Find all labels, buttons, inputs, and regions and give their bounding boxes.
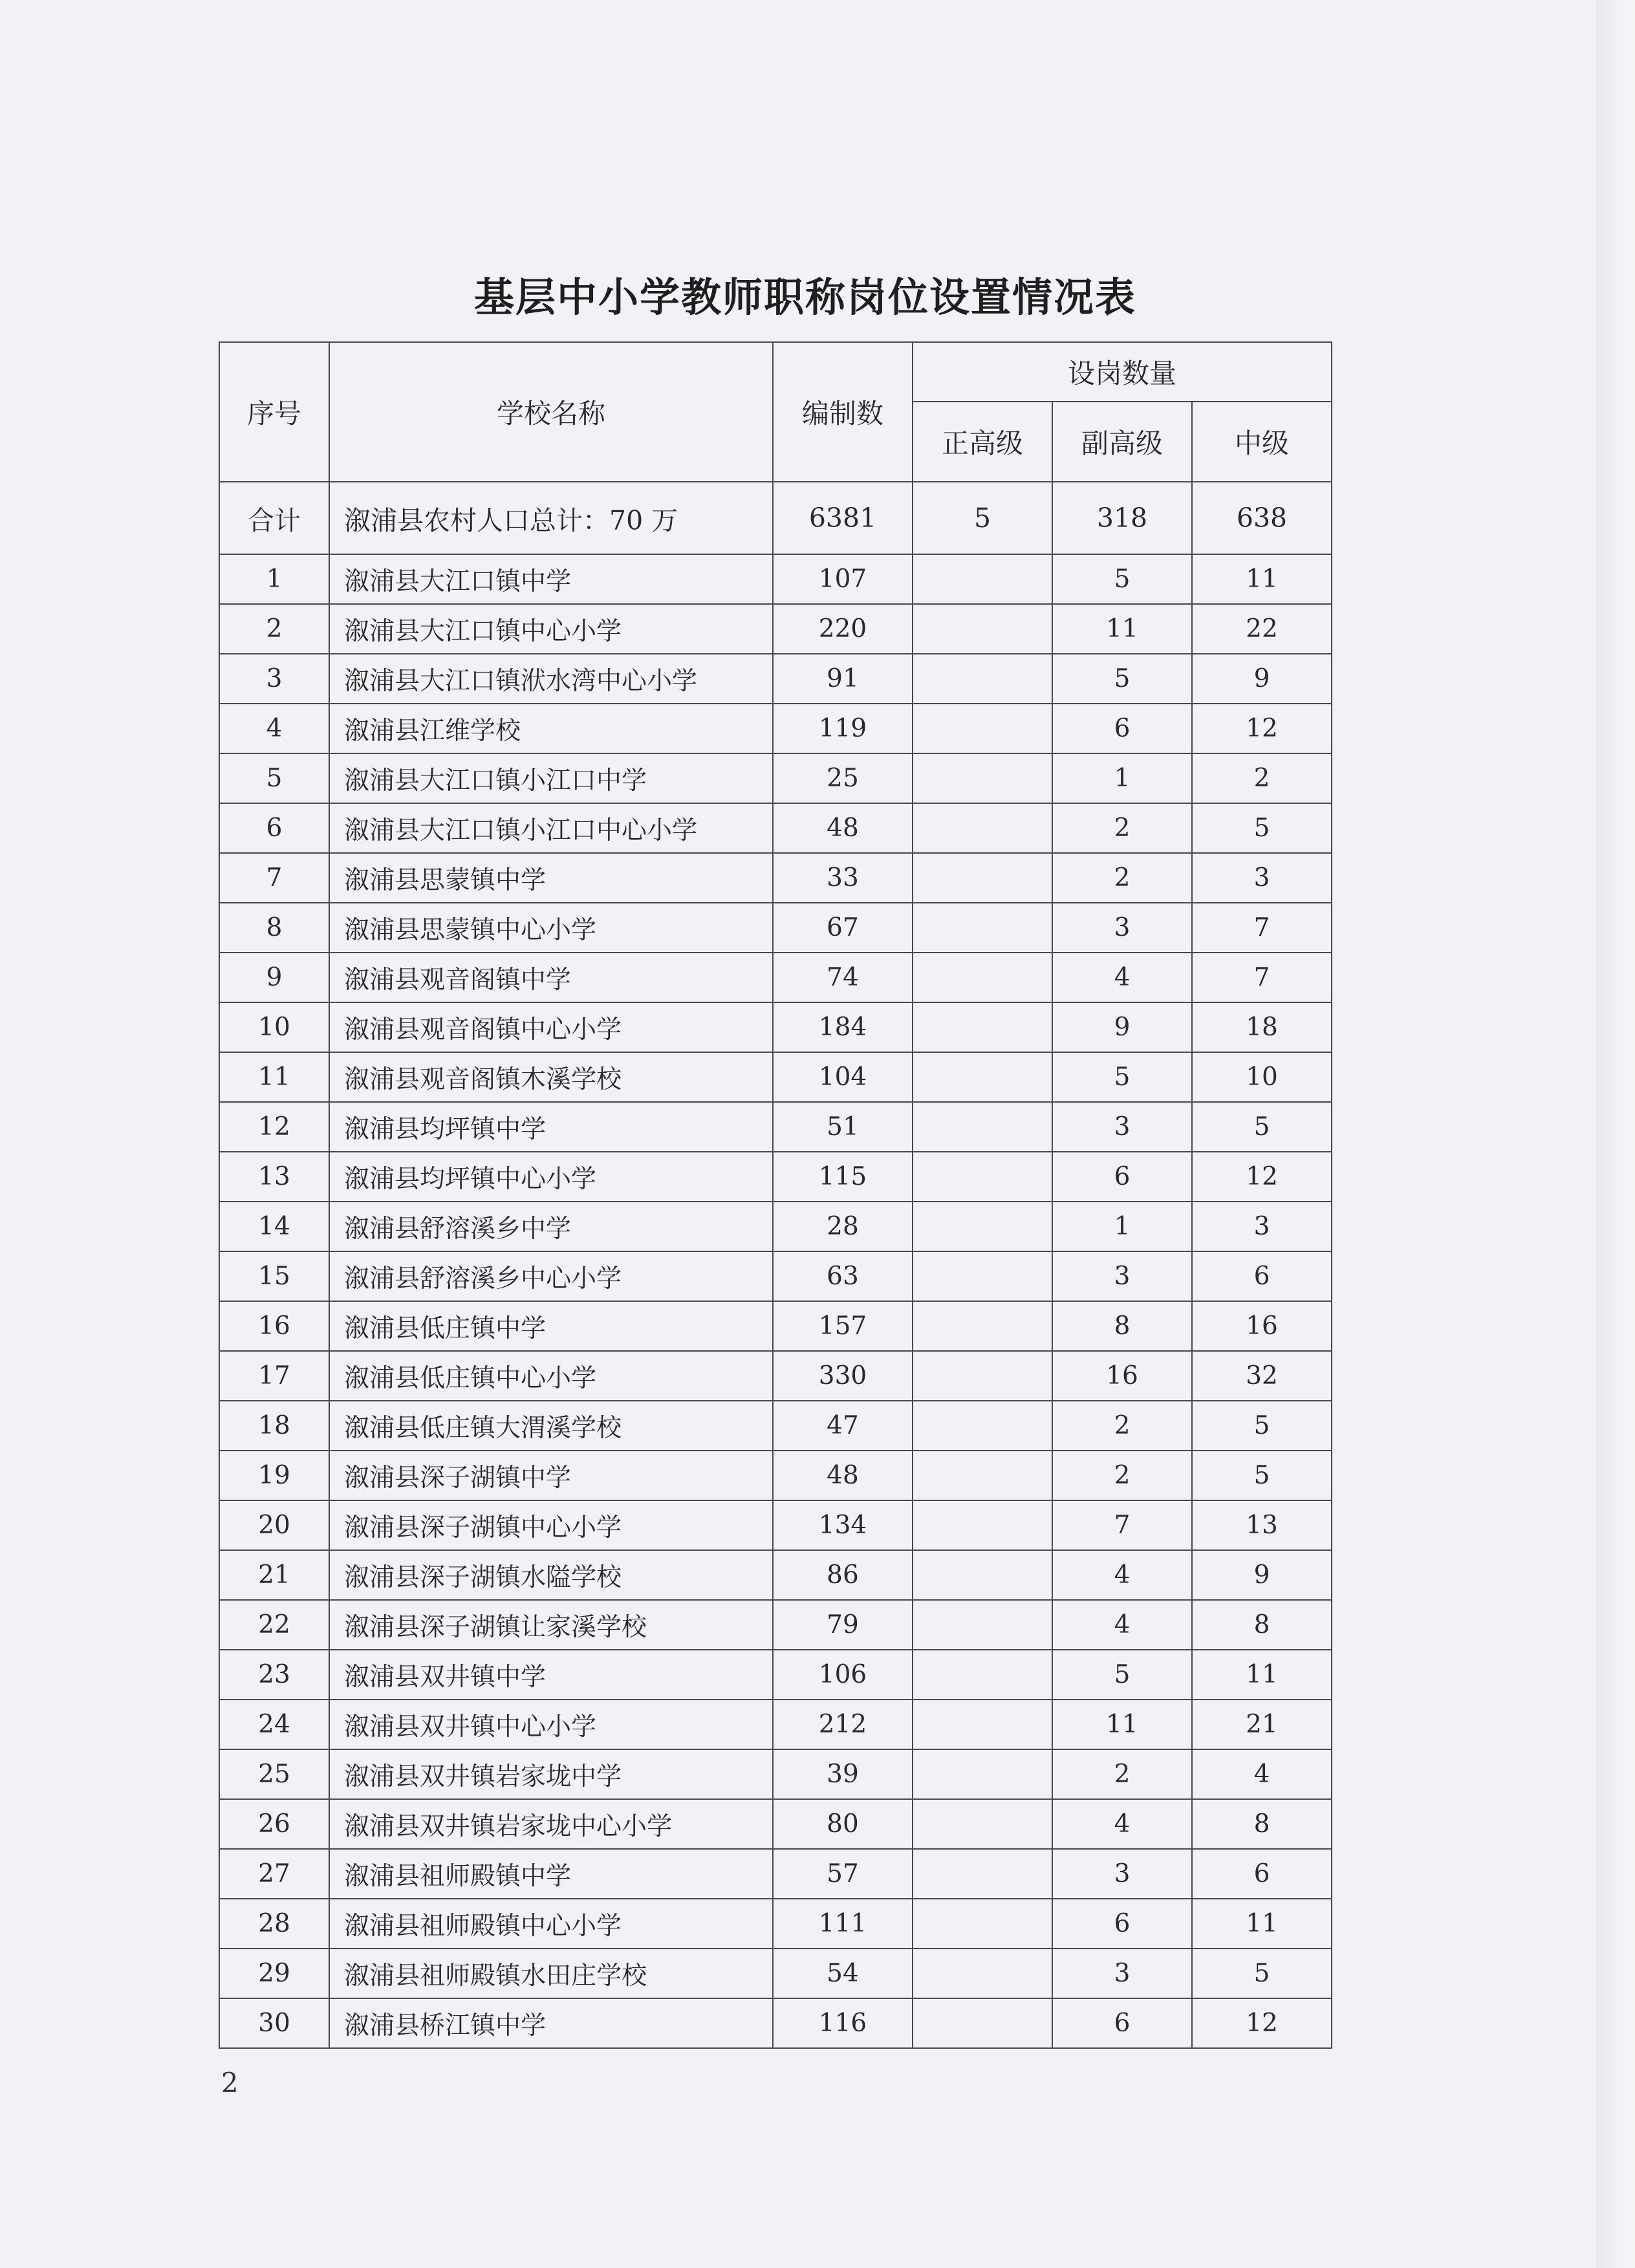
row-school: 溆浦县低庄镇大渭溪学校 [329,1401,773,1451]
row-intermediate: 8 [1192,1600,1332,1650]
row-senior [913,1998,1052,2048]
row-associate: 1 [1052,753,1192,803]
row-index: 25 [219,1749,329,1799]
header-senior: 正高级 [913,402,1052,482]
row-school: 溆浦县双井镇岩家垅中学 [329,1749,773,1799]
header-index: 序号 [219,342,329,482]
table-row [219,654,1332,704]
row-quota: 54 [773,1949,913,1998]
row-intermediate: 6 [1192,1251,1332,1301]
row-intermediate: 9 [1192,1550,1332,1600]
row-intermediate: 22 [1192,604,1332,654]
row-index: 24 [219,1700,329,1749]
row-index: 28 [219,1899,329,1949]
row-quota: 116 [773,1998,913,2048]
row-quota: 111 [773,1899,913,1949]
row-index: 4 [219,704,329,753]
row-associate: 11 [1052,604,1192,654]
table-row [219,1899,1332,1949]
row-senior [913,554,1052,604]
row-intermediate: 10 [1192,1052,1332,1102]
table-row [219,853,1332,903]
row-intermediate: 7 [1192,953,1332,1002]
table-body [219,482,1332,2048]
row-senior [913,1351,1052,1401]
row-quota: 79 [773,1600,913,1650]
row-senior [913,1052,1052,1102]
row-senior [913,1102,1052,1152]
table-row [219,1949,1332,1998]
row-index: 22 [219,1600,329,1650]
row-intermediate: 5 [1192,1102,1332,1152]
row-intermediate: 21 [1192,1700,1332,1749]
row-quota: 63 [773,1251,913,1301]
row-quota: 104 [773,1052,913,1102]
row-senior [913,1500,1052,1550]
positions-table [219,341,1332,2049]
row-senior [913,1749,1052,1799]
row-associate: 5 [1052,554,1192,604]
row-index: 27 [219,1849,329,1899]
table-row [219,1202,1332,1251]
row-associate: 2 [1052,853,1192,903]
row-associate: 6 [1052,1152,1192,1202]
row-senior [913,654,1052,704]
row-intermediate: 5 [1192,803,1332,853]
row-associate: 6 [1052,704,1192,753]
row-intermediate: 3 [1192,853,1332,903]
row-senior [913,1401,1052,1451]
row-associate: 4 [1052,1600,1192,1650]
row-quota: 91 [773,654,913,704]
row-index: 8 [219,903,329,953]
row-school: 溆浦县舒溶溪乡中心小学 [329,1251,773,1301]
row-senior [913,1650,1052,1700]
row-index: 11 [219,1052,329,1102]
table-row [219,704,1332,753]
row-index: 18 [219,1401,329,1451]
row-senior [913,1899,1052,1949]
row-quota: 51 [773,1102,913,1152]
row-associate: 9 [1052,1002,1192,1052]
row-quota: 107 [773,554,913,604]
row-quota: 48 [773,803,913,853]
table-row [219,1749,1332,1799]
row-quota: 119 [773,704,913,753]
header-quota: 编制数 [773,342,913,482]
row-intermediate: 16 [1192,1301,1332,1351]
row-index: 29 [219,1949,329,1998]
table-row [219,1451,1332,1500]
row-intermediate: 9 [1192,654,1332,704]
row-index: 15 [219,1251,329,1301]
row-quota: 86 [773,1550,913,1600]
row-intermediate: 5 [1192,1451,1332,1500]
row-senior [913,1550,1052,1600]
row-quota: 134 [773,1500,913,1550]
row-school: 溆浦县大江口镇小江口中心小学 [329,803,773,853]
row-index: 10 [219,1002,329,1052]
table-row [219,1351,1332,1401]
row-intermediate: 5 [1192,1401,1332,1451]
row-index: 19 [219,1451,329,1500]
row-index: 7 [219,853,329,903]
row-associate: 2 [1052,1749,1192,1799]
row-quota: 57 [773,1849,913,1899]
row-senior [913,1799,1052,1849]
row-intermediate: 5 [1192,1949,1332,1998]
table-row [219,803,1332,853]
row-quota: 157 [773,1301,913,1351]
row-index: 21 [219,1550,329,1600]
row-associate: 4 [1052,1550,1192,1600]
row-index: 5 [219,753,329,803]
row-associate: 8 [1052,1301,1192,1351]
row-school: 溆浦县均坪镇中心小学 [329,1152,773,1202]
row-quota: 25 [773,753,913,803]
row-quota: 115 [773,1152,913,1202]
row-intermediate: 32 [1192,1351,1332,1401]
total-row [219,482,1332,554]
page-number: 2 [221,2067,239,2099]
row-school: 溆浦县双井镇中心小学 [329,1700,773,1749]
table-row [219,903,1332,953]
row-school: 溆浦县深子湖镇让家溪学校 [329,1600,773,1650]
row-senior [913,853,1052,903]
row-quota: 106 [773,1650,913,1700]
row-school: 溆浦县低庄镇中心小学 [329,1351,773,1401]
row-school: 溆浦县祖师殿镇中学 [329,1849,773,1899]
row-intermediate: 2 [1192,753,1332,803]
row-quota: 48 [773,1451,913,1500]
row-associate: 11 [1052,1700,1192,1749]
row-senior [913,1949,1052,1998]
row-index: 9 [219,953,329,1002]
row-index: 17 [219,1351,329,1401]
header-intermediate: 中级 [1192,402,1332,482]
total-intermediate: 638 [1192,482,1332,554]
row-quota: 47 [773,1401,913,1451]
row-quota: 74 [773,953,913,1002]
total-associate: 318 [1052,482,1192,554]
table-row [219,953,1332,1002]
row-quota: 39 [773,1749,913,1799]
row-quota: 67 [773,903,913,953]
row-school: 溆浦县祖师殿镇中心小学 [329,1899,773,1949]
row-school: 溆浦县江维学校 [329,704,773,753]
row-quota: 220 [773,604,913,654]
total-senior: 5 [913,482,1052,554]
row-school: 溆浦县大江口镇小江口中学 [329,753,773,803]
table-row [219,1251,1332,1301]
row-intermediate: 6 [1192,1849,1332,1899]
row-index: 13 [219,1152,329,1202]
row-intermediate: 7 [1192,903,1332,953]
row-intermediate: 4 [1192,1749,1332,1799]
row-associate: 2 [1052,803,1192,853]
row-senior [913,1451,1052,1500]
row-intermediate: 11 [1192,1899,1332,1949]
row-quota: 212 [773,1700,913,1749]
row-school: 溆浦县大江口镇中心小学 [329,604,773,654]
row-school: 溆浦县思蒙镇中心小学 [329,903,773,953]
table-row [219,1550,1332,1600]
row-index: 6 [219,803,329,853]
row-senior [913,1849,1052,1899]
row-senior [913,1152,1052,1202]
row-school: 溆浦县均坪镇中学 [329,1102,773,1152]
row-school: 溆浦县思蒙镇中学 [329,853,773,903]
row-intermediate: 13 [1192,1500,1332,1550]
row-quota: 33 [773,853,913,903]
table-row [219,1998,1332,2048]
row-senior [913,1301,1052,1351]
row-associate: 1 [1052,1202,1192,1251]
row-school: 溆浦县双井镇岩家垅中心小学 [329,1799,773,1849]
row-senior [913,1600,1052,1650]
row-school: 溆浦县舒溶溪乡中学 [329,1202,773,1251]
row-quota: 184 [773,1002,913,1052]
row-school: 溆浦县观音阁镇木溪学校 [329,1052,773,1102]
table-row [219,753,1332,803]
row-school: 溆浦县深子湖镇中心小学 [329,1500,773,1550]
row-senior [913,1700,1052,1749]
table-row [219,1650,1332,1700]
row-index: 12 [219,1102,329,1152]
row-senior [913,1251,1052,1301]
row-intermediate: 8 [1192,1799,1332,1849]
row-senior [913,753,1052,803]
row-index: 16 [219,1301,329,1351]
table-row [219,1401,1332,1451]
header-positions: 设岗数量 [913,342,1332,402]
table-row [219,1301,1332,1351]
row-associate: 6 [1052,1998,1192,2048]
row-school: 溆浦县低庄镇中学 [329,1301,773,1351]
row-school: 溆浦县桥江镇中学 [329,1998,773,2048]
row-senior [913,1202,1052,1251]
total-quota: 6381 [773,482,913,554]
row-associate: 2 [1052,1401,1192,1451]
row-senior [913,953,1052,1002]
row-associate: 4 [1052,953,1192,1002]
row-senior [913,704,1052,753]
row-senior [913,1002,1052,1052]
table-row [219,1600,1332,1650]
row-intermediate: 12 [1192,1152,1332,1202]
row-associate: 3 [1052,1102,1192,1152]
row-associate: 3 [1052,1251,1192,1301]
row-school: 溆浦县观音阁镇中学 [329,953,773,1002]
row-associate: 6 [1052,1899,1192,1949]
total-school: 溆浦县农村人口总计：70 万 [329,482,773,554]
header-associate: 副高级 [1052,402,1192,482]
table-row [219,1700,1332,1749]
row-quota: 330 [773,1351,913,1401]
table-row [219,1849,1332,1899]
row-senior [913,803,1052,853]
row-index: 1 [219,554,329,604]
row-associate: 2 [1052,1451,1192,1500]
table-row [219,1799,1332,1849]
row-intermediate: 12 [1192,704,1332,753]
row-associate: 7 [1052,1500,1192,1550]
table-row [219,1002,1332,1052]
row-school: 溆浦县观音阁镇中心小学 [329,1002,773,1052]
row-associate: 4 [1052,1799,1192,1849]
row-index: 3 [219,654,329,704]
row-school: 溆浦县深子湖镇水隘学校 [329,1550,773,1600]
row-quota: 80 [773,1799,913,1849]
row-index: 14 [219,1202,329,1251]
row-school: 溆浦县大江口镇中学 [329,554,773,604]
page-title: 基层中小学教师职称岗位设置情况表 [473,274,1136,321]
table-row [219,1152,1332,1202]
table-row [219,1500,1332,1550]
row-intermediate: 11 [1192,554,1332,604]
header-school: 学校名称 [329,342,773,482]
row-quota: 28 [773,1202,913,1251]
table-row [219,1102,1332,1152]
row-associate: 5 [1052,654,1192,704]
row-associate: 3 [1052,1949,1192,1998]
row-school: 溆浦县大江口镇洑水湾中心小学 [329,654,773,704]
row-school: 溆浦县祖师殿镇水田庄学校 [329,1949,773,1998]
row-intermediate: 12 [1192,1998,1332,2048]
row-index: 20 [219,1500,329,1550]
row-associate: 5 [1052,1650,1192,1700]
table-row [219,604,1332,654]
row-index: 23 [219,1650,329,1700]
row-associate: 16 [1052,1351,1192,1401]
row-index: 26 [219,1799,329,1849]
row-associate: 3 [1052,903,1192,953]
row-intermediate: 11 [1192,1650,1332,1700]
row-intermediate: 3 [1192,1202,1332,1251]
row-senior [913,604,1052,654]
row-index: 2 [219,604,329,654]
row-senior [913,903,1052,953]
row-index: 30 [219,1998,329,2048]
row-associate: 3 [1052,1849,1192,1899]
total-label: 合计 [219,482,329,554]
table-row [219,554,1332,604]
row-school: 溆浦县深子湖镇中学 [329,1451,773,1500]
page-edge [1596,0,1635,2268]
row-associate: 5 [1052,1052,1192,1102]
row-intermediate: 18 [1192,1002,1332,1052]
table-row [219,1052,1332,1102]
row-school: 溆浦县双井镇中学 [329,1650,773,1700]
